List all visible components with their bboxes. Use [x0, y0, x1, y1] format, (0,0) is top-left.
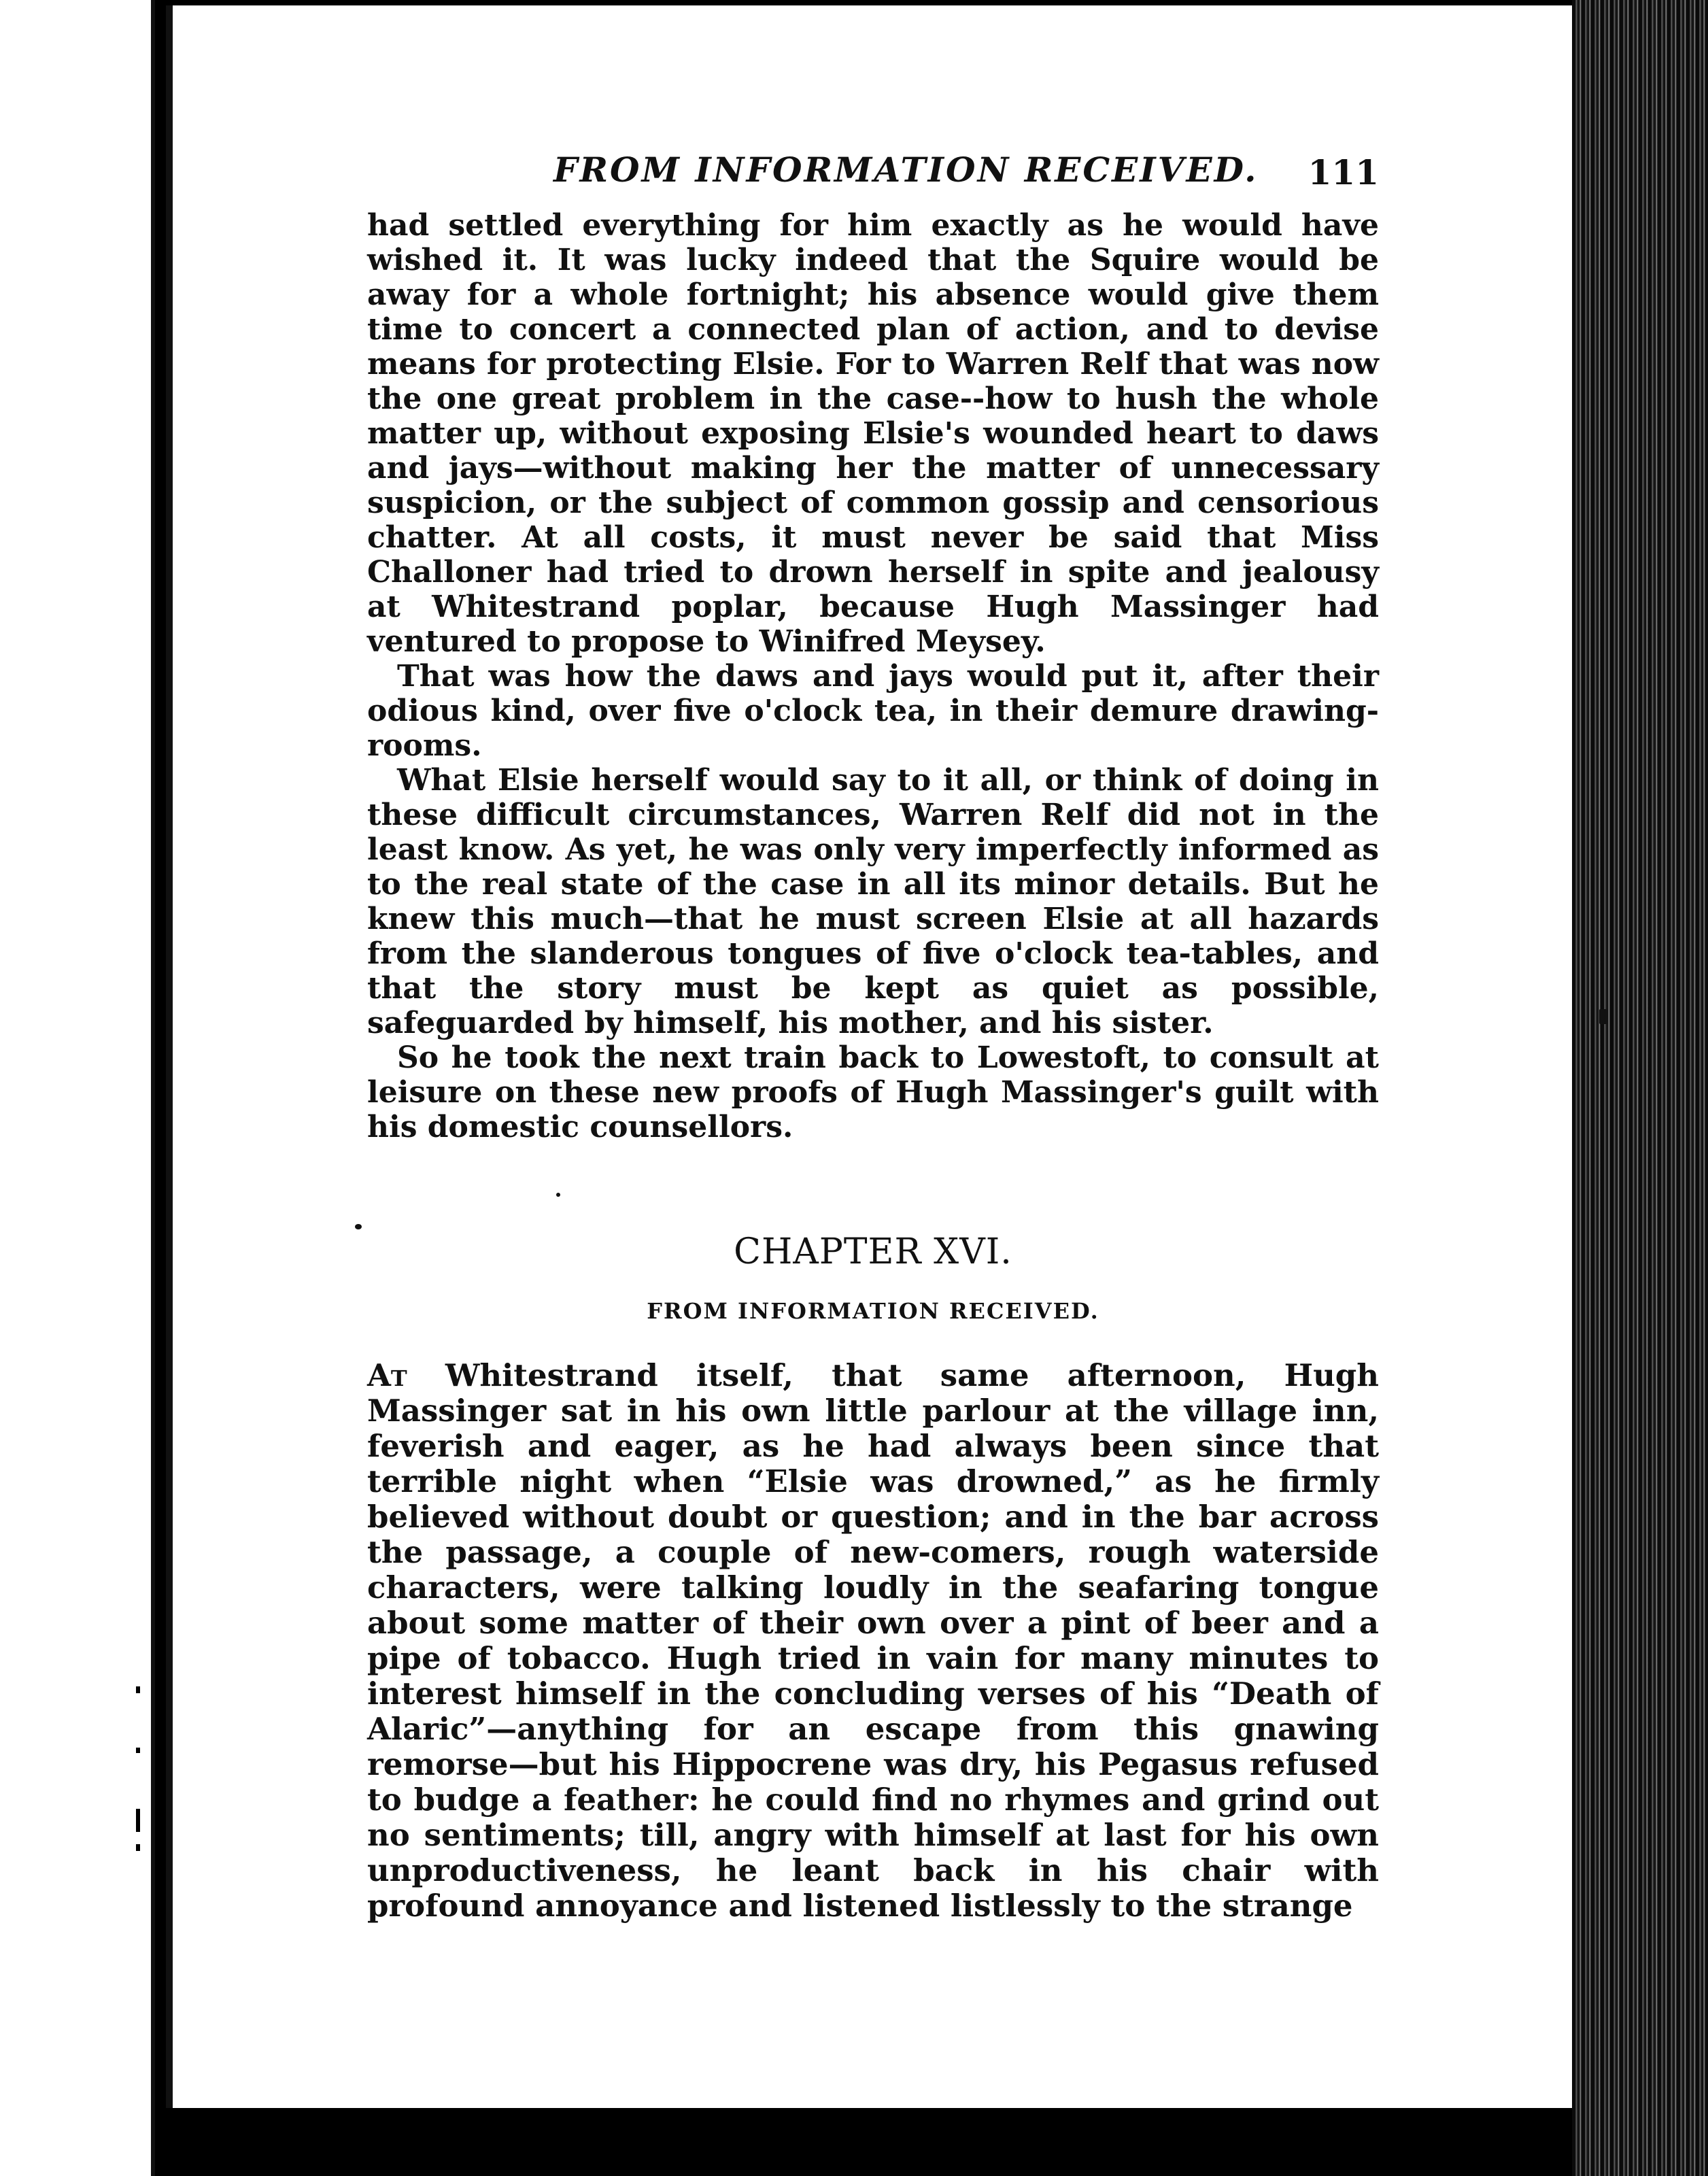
chapter-opening-paragraph — [367, 1358, 1379, 1924]
chapter-text: Whitestrand itself, that same afternoon, Hugh Massinger sat in his own little parlour at the village inn, feverish and eager, as he had always been since that terrible night when “Elsie was drowned,” as he firmly believed without doubt or question; and in the bar across the passage, a couple of new-comers, rough waterside characters, were talking loudly in the seafaring tongue about some matter of their own over a pint of beer and a pipe of tobacco. Hugh tried in vain for many minutes to interest himself in the concluding verses of his “Death of Alaric”—anything for an escape from this gnawing remorse—but his Hippocrene was dry, his Pegasus refused to budge a feather: he could find no rhymes and grind out no sentiments; till, angry with himself at last for his own unproductiveness, he leant back in his chair with profound annoyance and listened listlessly to the strange — [367, 1357, 1379, 1924]
margin-mark — [136, 1844, 140, 1851]
paragraph: had settled everything for him exactly as he would have wished it. It was lucky indeed that the Squire would be away for a whole fortnight; his absence would give them time to concert a connected plan of action, and to devise means for protecting Elsie. For to Warren Relf that was now the one great problem in the case--how to hush the whole matter up, without exposing Elsie's wounded heart to daws and jays—without making her the matter of unnecessary suspicion, or the subject of common gossip and censorious chatter. At all costs, it must never be said that Miss Challoner had tried to drown herself in spite and jealousy at Whitestrand poplar, because Hugh Massinger had ventured to propose to Winifred Meysey. — [367, 208, 1379, 659]
chapter-subtitle: FROM INFORMATION RECEIVED. — [647, 1298, 1099, 1324]
running-head — [367, 143, 1379, 208]
bottom-shadow — [166, 2108, 1572, 2176]
chapter-block — [367, 1231, 1379, 1924]
paragraph: So he took the next train back to Lowestoft, to consult at leisure on these new proofs of Hugh Massinger's guilt with his domestic counsellors. — [367, 1040, 1379, 1144]
ink-speck — [556, 1193, 560, 1197]
ink-speck — [355, 1224, 362, 1229]
paragraph: That was how the daws and jays would put it, after their odious kind, over five o'clock tea, in their demure drawing-rooms. — [367, 659, 1379, 763]
margin-mark — [136, 1809, 140, 1832]
page-content — [367, 143, 1379, 1924]
running-title: FROM INFORMATION RECEIVED. — [553, 150, 1259, 190]
ink-speck — [1599, 1009, 1607, 1024]
margin-mark — [136, 1686, 140, 1693]
page-edges — [1572, 0, 1708, 2176]
paragraph: What Elsie herself would say to it all, or think of doing in these difficult circumstances, Warren Relf did not in the least know. As yet, he was only very imperfectly informed as to the real state of the case in all its minor details. But he knew this much—that he must screen Elsie at all hazards from the slanderous tongues of five o'clock tea-tables, and that the story must be kept as quiet as possible, safeguarded by himself, his mother, and his sister. — [367, 763, 1379, 1040]
chapter-heading: CHAPTER XVI. — [734, 1231, 1012, 1272]
opening-word: At — [367, 1357, 407, 1393]
margin-mark — [136, 1748, 140, 1753]
page-number: 111 — [1308, 152, 1379, 192]
previous-page-edge — [0, 0, 155, 2176]
